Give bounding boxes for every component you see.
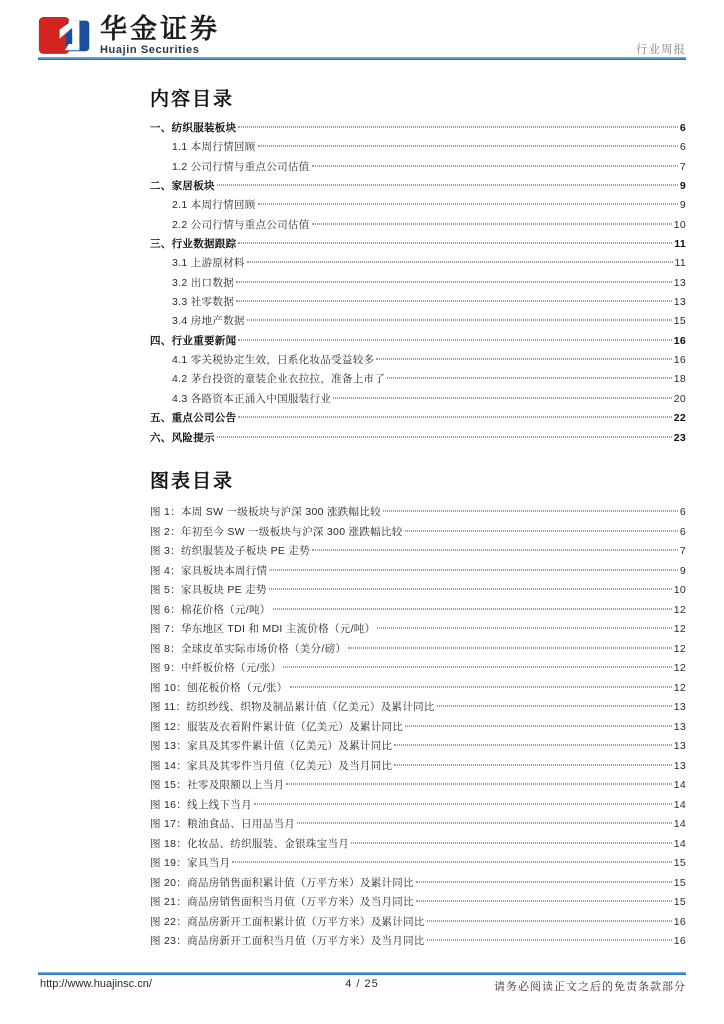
figure-entry-page: 9 — [679, 564, 686, 577]
toc-entry[interactable] — [150, 390, 686, 409]
figure-entry-label: 图 12：服装及衣着附件累计值（亿美元）及累计同比 — [150, 720, 404, 733]
toc-entry-label: 二、家居板块 — [150, 180, 215, 193]
figure-entry-label: 图 8：全球皮革实际市场价格（美分/磅） — [150, 642, 347, 655]
figure-entry-page: 16 — [673, 915, 686, 928]
toc-entry-label: 3.1 上游原材料 — [172, 257, 245, 270]
dotted-leader — [232, 862, 671, 863]
figure-entry-label: 图 20：商品房销售面积累计值（万平方米）及累计同比 — [150, 876, 414, 889]
figure-entry-page: 13 — [673, 759, 686, 772]
figure-entry[interactable] — [150, 854, 686, 874]
dotted-leader — [236, 281, 672, 282]
dotted-leader — [333, 397, 672, 398]
brand-logo — [38, 13, 220, 57]
figure-entry-label: 图 9：中纤板价格（元/张） — [150, 662, 282, 674]
toc-entry[interactable] — [150, 138, 686, 157]
figure-entry[interactable] — [150, 581, 686, 601]
toc-entry[interactable] — [150, 274, 686, 293]
figure-entry[interactable] — [150, 893, 686, 913]
figure-entry[interactable] — [150, 718, 686, 738]
figure-entry-page: 6 — [679, 506, 686, 518]
dotted-leader — [238, 127, 677, 128]
toc-entry-page: 16 — [673, 354, 686, 367]
figure-entry-label: 图 2：年初至今 SW 一级板块与沪深 300 涨跌幅比较 — [150, 525, 403, 538]
footer-website-link[interactable]: http://www.huajinsc.cn/ — [40, 978, 152, 990]
figure-entry-page: 13 — [673, 701, 686, 713]
dotted-leader — [312, 165, 678, 166]
dotted-leader — [351, 842, 672, 843]
toc-entry-page: 15 — [673, 315, 686, 328]
dotted-leader — [269, 589, 672, 590]
brand-name-cn: 华金证券 — [100, 14, 220, 44]
figure-entry[interactable] — [150, 542, 686, 562]
figure-entry-label: 图 14：家具及其零件当月值（亿美元）及当月同比 — [150, 759, 393, 772]
dotted-leader — [236, 301, 672, 302]
dotted-leader — [273, 608, 672, 609]
toc-entry[interactable] — [150, 351, 686, 370]
toc-entry-label: 3.4 房地产数据 — [172, 315, 245, 328]
figure-entry-page: 10 — [673, 584, 686, 596]
toc-entry[interactable] — [150, 332, 686, 351]
figure-entry-page: 13 — [673, 720, 686, 733]
figure-entry-page: 12 — [673, 623, 686, 635]
report-type-label: 行业周报 — [636, 44, 686, 56]
dotted-leader — [416, 901, 672, 902]
toc-entry-label: 2.1 本周行情回顾 — [172, 199, 256, 212]
figure-entry[interactable] — [150, 737, 686, 757]
figure-entry[interactable] — [150, 932, 686, 952]
dotted-leader — [437, 706, 672, 707]
figure-entry-label: 图 16：线上线下当月 — [150, 798, 252, 811]
figure-entry-label: 图 5：家具板块 PE 走势 — [150, 584, 267, 596]
toc-entry-page: 13 — [673, 276, 686, 289]
dotted-leader — [387, 378, 672, 379]
figure-entry-page: 13 — [673, 740, 686, 752]
figure-entry-page: 6 — [679, 525, 686, 538]
toc-entry-label: 2.2 公司行情与重点公司估值 — [172, 218, 310, 231]
toc-title: 内容目录 — [150, 89, 235, 110]
figure-entry[interactable] — [150, 620, 686, 640]
dotted-leader — [312, 550, 678, 551]
dotted-leader — [394, 764, 671, 765]
brand-name-en: Huajin Securities — [100, 44, 200, 56]
dotted-leader — [376, 359, 671, 360]
toc-entry-label: 1.2 公司行情与重点公司估值 — [172, 160, 310, 173]
figure-entry-label: 图 11：纺织纱线、织物及制品累计值（亿美元）及累计同比 — [150, 701, 435, 713]
figure-entry-label: 图 23：商品房新开工面积当月值（万平方米）及当月同比 — [150, 935, 425, 947]
toc-entry-page: 11 — [674, 257, 686, 270]
figure-entry-page: 12 — [673, 681, 686, 694]
figure-entry-page: 12 — [673, 662, 686, 674]
dotted-leader — [269, 569, 678, 570]
figure-entry-label: 图 19：家具当月 — [150, 857, 231, 869]
toc-entry-label: 4.2 茅台投资的童装企业衣拉拉，准备上市了 — [172, 373, 386, 386]
dotted-leader — [297, 823, 672, 824]
dotted-leader — [312, 223, 672, 224]
dotted-leader — [377, 628, 671, 629]
toc-entry[interactable] — [150, 216, 686, 235]
figure-entry[interactable] — [150, 776, 686, 796]
toc-entry-page: 6 — [679, 141, 686, 154]
toc-entry[interactable] — [150, 177, 686, 196]
dotted-leader — [348, 647, 672, 648]
figure-entry[interactable] — [150, 562, 686, 582]
dotted-leader — [427, 920, 672, 921]
toc-entry-page: 11 — [674, 238, 686, 251]
dotted-leader — [217, 436, 672, 437]
toc-entry-page: 7 — [679, 160, 686, 173]
toc-list — [150, 119, 686, 448]
toc-entry-page: 16 — [673, 334, 686, 347]
figure-entry[interactable] — [150, 503, 686, 523]
toc-entry-page: 13 — [673, 296, 686, 309]
figure-entry[interactable] — [150, 796, 686, 816]
toc-entry-label: 一、纺织服装板块 — [150, 122, 237, 134]
dotted-leader — [405, 530, 678, 531]
toc-entry-label: 3.2 出口数据 — [172, 276, 234, 289]
toc-entry[interactable] — [150, 254, 686, 273]
figure-entry-label: 图 7：华东地区 TDI 和 MDI 主流价格（元/吨） — [150, 623, 376, 635]
toc-entry[interactable] — [150, 293, 686, 312]
toc-entry-label: 四、行业重要新闻 — [150, 334, 237, 347]
figure-entry[interactable] — [150, 913, 686, 933]
figure-entry-page: 12 — [673, 642, 686, 655]
footer-page-indicator: 4 / 25 — [345, 978, 379, 990]
figure-entry-label: 图 4：家具板块本周行情 — [150, 564, 268, 577]
toc-entry-label: 3.3 社零数据 — [172, 296, 234, 309]
figure-entry-page: 15 — [673, 857, 686, 869]
footer-divider — [38, 972, 686, 975]
toc-entry-page: 10 — [673, 218, 686, 231]
dotted-leader — [394, 745, 671, 746]
toc-entry-label: 4.3 各路资本正涌入中国服装行业 — [172, 392, 332, 405]
figure-entry-page: 15 — [673, 876, 686, 889]
dotted-leader — [217, 185, 678, 186]
toc-entry-page: 9 — [679, 199, 686, 212]
toc-entry-page: 23 — [673, 431, 686, 444]
figure-entry[interactable] — [150, 679, 686, 699]
figure-entry-page: 15 — [673, 896, 686, 908]
toc-entry-label: 1.1 本周行情回顾 — [172, 141, 256, 154]
toc-entry[interactable] — [150, 409, 686, 428]
toc-entry-label: 三、行业数据跟踪 — [150, 238, 237, 251]
figure-entry-label: 图 10：刨花板价格（元/张） — [150, 681, 288, 694]
figure-entry-page: 16 — [673, 935, 686, 947]
figure-entry[interactable] — [150, 815, 686, 835]
toc-entry[interactable] — [150, 429, 686, 448]
dotted-leader — [283, 667, 671, 668]
header-divider — [38, 57, 686, 60]
figure-entry-label: 图 22：商品房新开工面积累计值（万平方米）及累计同比 — [150, 915, 425, 928]
dotted-leader — [427, 940, 672, 941]
dotted-leader — [290, 686, 672, 687]
toc-entry-page: 9 — [679, 180, 686, 193]
toc-entry-label: 五、重点公司公告 — [150, 412, 237, 425]
dotted-leader — [238, 417, 671, 418]
figure-entry-label: 图 18：化妆品、纺织服装、金银珠宝当月 — [150, 837, 350, 850]
toc-entry[interactable] — [150, 235, 686, 254]
figure-entry-page: 7 — [679, 545, 686, 557]
dotted-leader — [258, 146, 678, 147]
figure-entry-label: 图 3：纺织服装及子板块 PE 走势 — [150, 545, 310, 557]
toc-entry-page: 20 — [673, 392, 686, 405]
dotted-leader — [416, 881, 672, 882]
figure-list — [150, 503, 686, 952]
dotted-leader — [258, 204, 678, 205]
figure-entry-page: 14 — [673, 779, 686, 791]
dotted-leader — [254, 803, 672, 804]
dotted-leader — [238, 339, 671, 340]
toc-entry[interactable] — [150, 196, 686, 215]
figure-entry-page: 14 — [673, 837, 686, 850]
figure-entry[interactable] — [150, 601, 686, 621]
figure-entry-label: 图 17：粮油食品、日用品当月 — [150, 818, 296, 830]
figure-entry-page: 14 — [673, 798, 686, 811]
dotted-leader — [247, 320, 672, 321]
figure-entry[interactable] — [150, 698, 686, 718]
toc-entry[interactable] — [150, 312, 686, 331]
toc-entry-label: 六、风险提示 — [150, 431, 215, 444]
dotted-leader — [405, 725, 672, 726]
footer-disclaimer: 请务必阅读正文之后的免责条款部分 — [494, 981, 686, 993]
figure-entry-label: 图 13：家具及其零件累计值（亿美元）及累计同比 — [150, 740, 393, 752]
figure-entry[interactable] — [150, 874, 686, 894]
figure-entry[interactable] — [150, 640, 686, 660]
figure-entry[interactable] — [150, 757, 686, 777]
figure-list-title: 图表目录 — [150, 471, 235, 492]
toc-entry[interactable] — [150, 119, 686, 138]
dotted-leader — [286, 784, 671, 785]
figure-entry-label: 图 21：商品房销售面积当月值（万平方米）及当月同比 — [150, 896, 414, 908]
figure-entry-label: 图 6：棉花价格（元/吨） — [150, 603, 271, 616]
figure-entry[interactable] — [150, 835, 686, 855]
figure-entry-label: 图 1：本周 SW 一级板块与沪深 300 涨跌幅比较 — [150, 506, 381, 518]
toc-entry[interactable] — [150, 158, 686, 177]
dotted-leader — [247, 262, 673, 263]
figure-entry[interactable] — [150, 659, 686, 679]
figure-entry-label: 图 15：社零及限额以上当月 — [150, 779, 285, 791]
toc-entry[interactable] — [150, 370, 686, 389]
toc-entry-page: 22 — [673, 412, 686, 425]
huajin-logo-icon — [38, 13, 92, 57]
toc-entry-page: 6 — [679, 122, 686, 134]
brand-text — [100, 13, 220, 57]
dotted-leader — [238, 243, 672, 244]
dotted-leader — [383, 511, 678, 512]
toc-entry-label: 4.1 零关税协定生效，日系化妆品受益较多 — [172, 354, 375, 367]
toc-entry-page: 18 — [673, 373, 686, 386]
figure-entry[interactable] — [150, 523, 686, 543]
figure-entry-page: 12 — [673, 603, 686, 616]
figure-entry-page: 14 — [673, 818, 686, 830]
